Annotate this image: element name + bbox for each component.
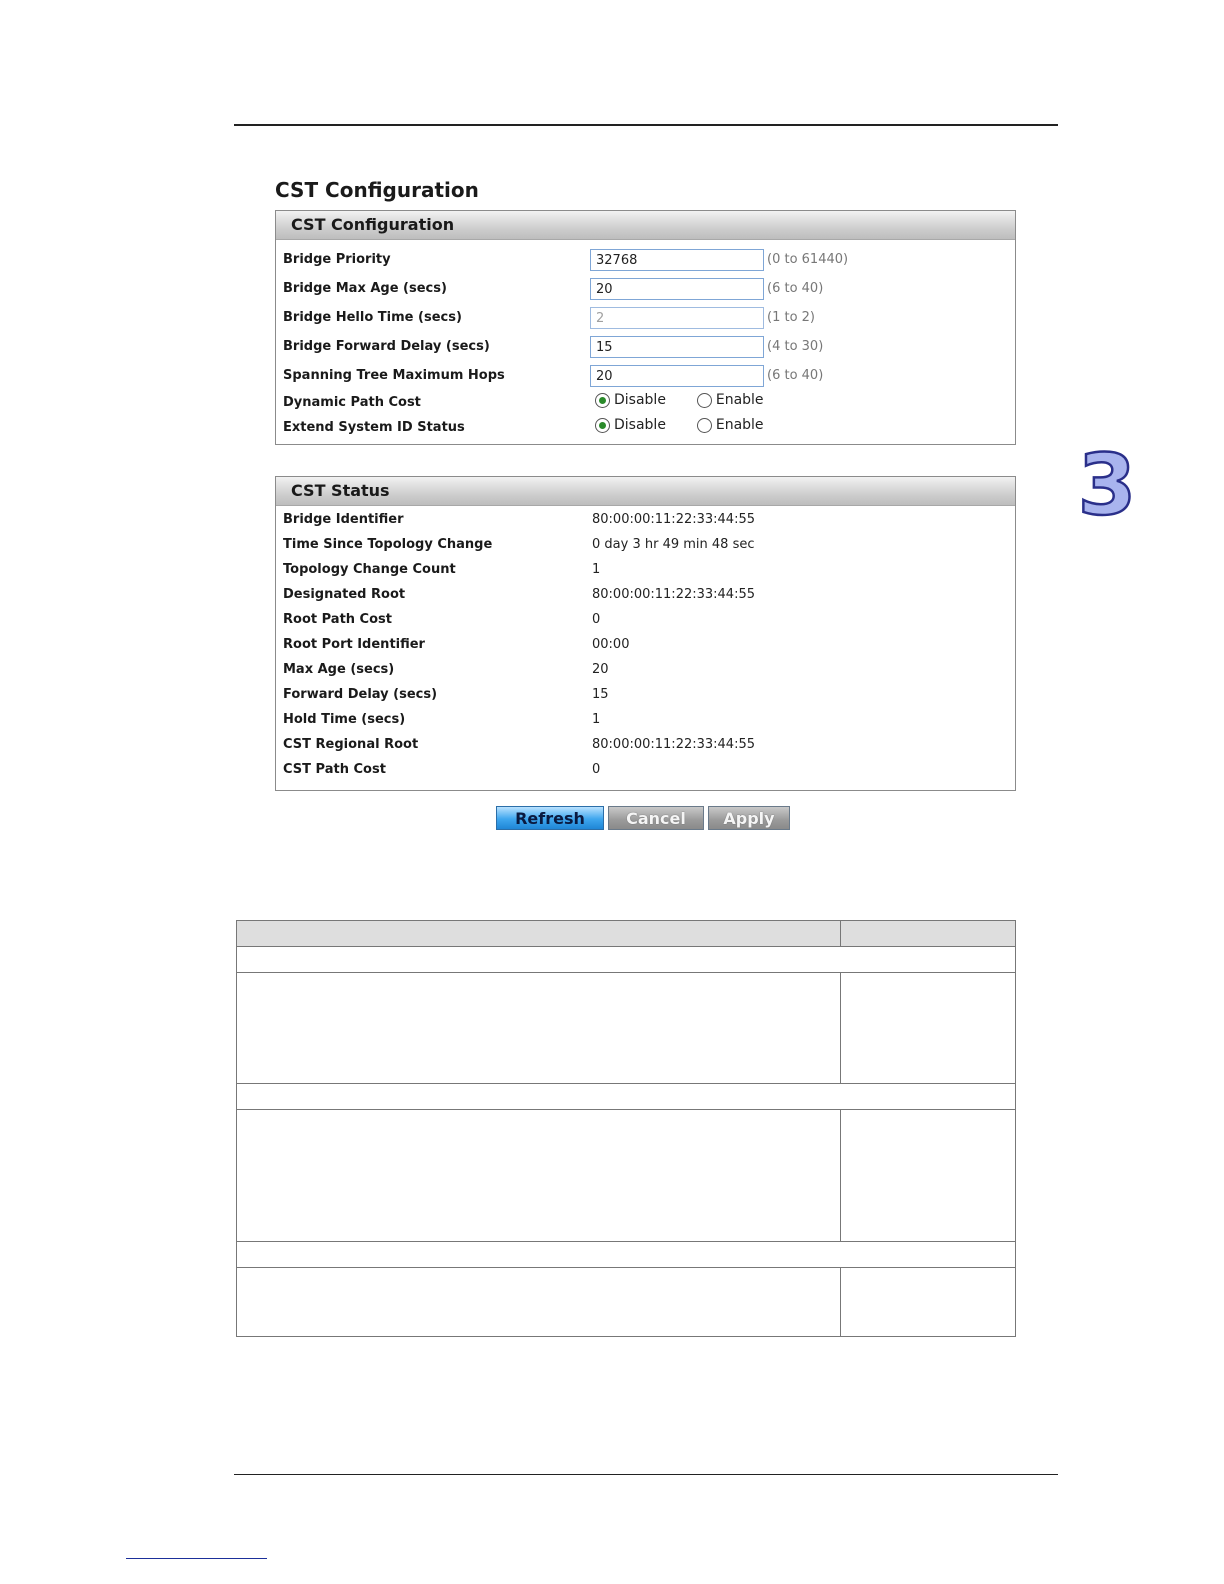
field-label: Bridge Forward Delay (secs) (283, 339, 490, 354)
status-value: 1 (592, 712, 601, 727)
header-rule (234, 124, 1058, 126)
status-row (283, 509, 1003, 531)
column-divider (840, 972, 841, 1083)
status-row (283, 659, 1003, 681)
chapter-number-badge (1077, 436, 1137, 534)
field-bridge-priority (283, 249, 1003, 271)
status-value: 00:00 (592, 637, 630, 652)
status-value: 80:00:00:11:22:33:44:55 (592, 737, 755, 752)
status-value: 20 (592, 662, 609, 677)
extend-system-id-radio-group (595, 417, 764, 433)
field-label: Bridge Hello Time (secs) (283, 310, 462, 325)
cancel-button: Cancel (608, 806, 704, 830)
status-label: Hold Time (secs) (283, 712, 406, 727)
status-row (283, 759, 1003, 781)
row-divider (237, 1083, 1015, 1084)
status-value: 80:00:00:11:22:33:44:55 (592, 587, 755, 602)
status-row (283, 684, 1003, 706)
status-label: Forward Delay (secs) (283, 687, 438, 702)
dynamic-path-cost-enable-radio[interactable] (697, 393, 712, 408)
range-hint: (6 to 40) (767, 281, 824, 296)
status-value: 80:00:00:11:22:33:44:55 (592, 512, 755, 527)
status-row (283, 584, 1003, 606)
description-table (236, 920, 1016, 1337)
status-row (283, 734, 1003, 756)
column-divider (840, 921, 841, 946)
range-hint: (0 to 61440) (767, 252, 849, 267)
status-label: Root Path Cost (283, 612, 392, 627)
footer-rule (234, 1474, 1058, 1475)
row-divider (237, 972, 1015, 973)
dynamic-path-cost-disable-radio[interactable] (595, 393, 610, 408)
column-divider (840, 1267, 841, 1336)
field-label: Bridge Priority (283, 252, 391, 267)
extend-system-id-enable-radio[interactable] (697, 418, 712, 433)
status-label: Designated Root (283, 587, 406, 602)
status-row (283, 609, 1003, 631)
status-label: CST Path Cost (283, 762, 386, 777)
page-title: CST Configuration (275, 178, 479, 202)
chapter-number: 3 (1077, 436, 1137, 534)
status-value: 0 (592, 612, 601, 627)
status-label: Time Since Topology Change (283, 537, 493, 552)
status-value: 15 (592, 687, 609, 702)
panel-title: CST Status (276, 477, 1015, 506)
refresh-button[interactable]: Refresh (496, 806, 604, 830)
status-row (283, 709, 1003, 731)
radio-label: Enable (715, 392, 764, 408)
field-bridge-hello-time (283, 307, 1003, 329)
status-label: Bridge Identifier (283, 512, 404, 527)
field-max-hops (283, 365, 1003, 387)
max-hops-input[interactable] (590, 365, 764, 387)
field-label: Bridge Max Age (secs) (283, 281, 447, 296)
field-label: Spanning Tree Maximum Hops (283, 368, 505, 383)
field-bridge-forward-delay (283, 336, 1003, 358)
bridge-hello-time-input (590, 307, 764, 329)
radio-label: Enable (715, 417, 764, 433)
footer-underline (126, 1558, 267, 1559)
field-label: Dynamic Path Cost (283, 395, 421, 410)
status-row (283, 634, 1003, 656)
status-label: Max Age (secs) (283, 662, 395, 677)
row-divider (237, 1241, 1015, 1242)
extend-system-id-disable-radio[interactable] (595, 418, 610, 433)
range-hint: (6 to 40) (767, 368, 824, 383)
status-value: 1 (592, 562, 601, 577)
status-label: CST Regional Root (283, 737, 419, 752)
status-value: 0 (592, 762, 601, 777)
range-hint: (1 to 2) (767, 310, 816, 325)
status-row (283, 559, 1003, 581)
field-label: Extend System ID Status (283, 420, 465, 435)
bridge-priority-input[interactable] (590, 249, 764, 271)
column-divider (840, 1109, 841, 1241)
radio-label: Disable (614, 417, 666, 433)
range-hint: (4 to 30) (767, 339, 824, 354)
bridge-forward-delay-input[interactable] (590, 336, 764, 358)
row-divider (237, 1267, 1015, 1268)
dynamic-path-cost-radio-group (595, 392, 764, 408)
radio-label: Disable (614, 392, 666, 408)
cst-configuration-panel (275, 210, 1016, 445)
field-dynamic-path-cost (283, 392, 1003, 414)
status-label: Topology Change Count (283, 562, 456, 577)
status-value: 0 day 3 hr 49 min 48 sec (592, 537, 755, 552)
field-bridge-max-age (283, 278, 1003, 300)
panel-title: CST Configuration (276, 211, 1015, 240)
field-extend-system-id (283, 417, 1003, 439)
bridge-max-age-input[interactable] (590, 278, 764, 300)
cst-status-panel (275, 476, 1016, 791)
table-header (237, 921, 1015, 947)
apply-button: Apply (708, 806, 790, 830)
status-label: Root Port Identifier (283, 637, 425, 652)
status-row (283, 534, 1003, 556)
row-divider (237, 1109, 1015, 1110)
